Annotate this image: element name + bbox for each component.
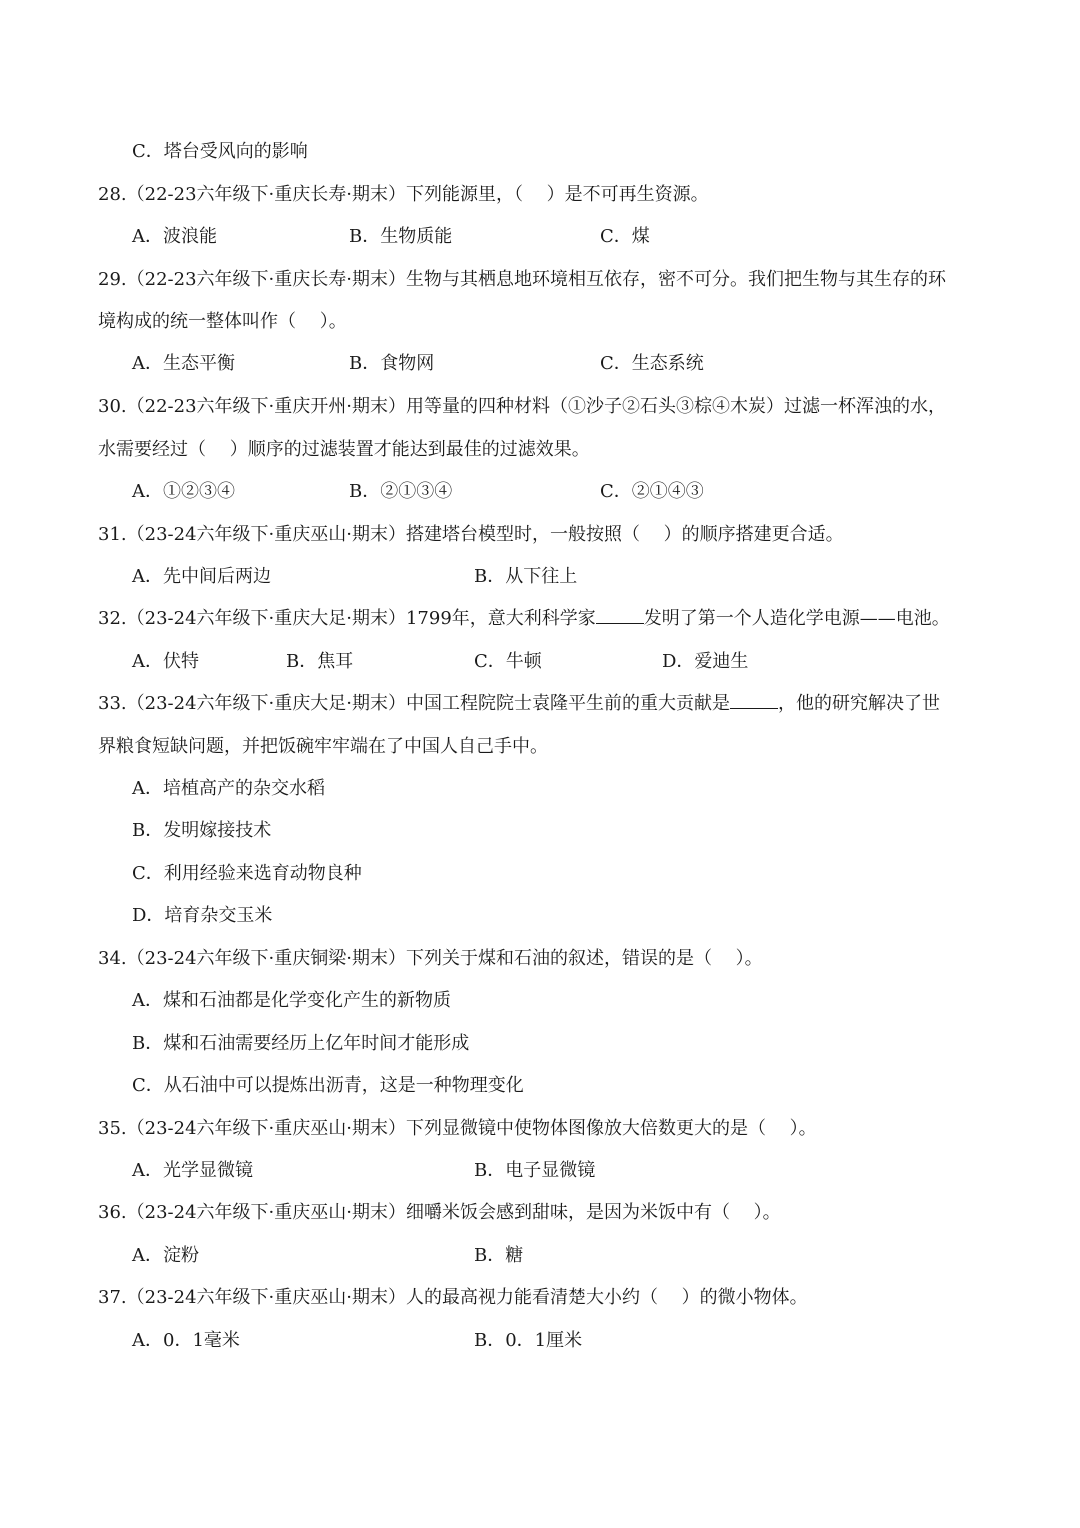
option-c: C．牛顿 [474,651,542,672]
stem-after-blank: ，他的研究解决了世 [777,693,940,714]
option-b: B．发明嫁接技术 [132,820,272,841]
option-c: C．利用经验来选育动物良种 [132,863,362,884]
option-b: B．生物质能 [349,226,453,247]
question-29-stem-line1: 29.（22-23六年级下·重庆长寿·期末）生物与其栖息地环境相互依存，密不可分。我们把生物与其生存的环 [98,269,946,290]
option-a: A．伏特 [132,651,199,672]
question-29-stem-line2: 境构成的统一整体叫作（ ）。 [98,311,347,332]
stem-before-blank: 32.（23-24六年级下·重庆大足·期末）1799年，意大利科学家 [98,608,596,629]
option-d: D．培育杂交玉米 [132,905,273,926]
option-a: A．光学显微镜 [132,1160,253,1181]
option-a: A．淀粉 [132,1245,199,1266]
question-33-stem-line2: 界粮食短缺问题，并把饭碗牢牢端在了中国人自己手中。 [98,736,548,757]
option-a: A．0．1毫米 [132,1330,240,1351]
option-c: C．从石油中可以提炼出沥青，这是一种物理变化 [132,1075,524,1096]
option-c: C．生态系统 [600,353,704,374]
stem-after-blank: 发明了第一个人造化学电源——电池。 [643,608,950,629]
option-b: B．0．1厘米 [474,1330,583,1351]
option-a: A．煤和石油都是化学变化产生的新物质 [132,990,451,1011]
question-30-stem-line2: 水需要经过（ ）顺序的过滤装置才能达到最佳的过滤效果。 [98,439,590,460]
option-b: B．②①③④ [349,481,453,502]
question-36-stem: 36.（23-24六年级下·重庆巫山·期末）细嚼米饭会感到甜味，是因为米饭中有（ ）。 [98,1202,781,1223]
option-a: A．生态平衡 [132,353,235,374]
question-34-stem: 34.（23-24六年级下·重庆铜梁·期末）下列关于煤和石油的叙述，错误的是（ ）。 [98,948,763,969]
option-b: B．电子显微镜 [474,1160,596,1181]
option-a: A．培植高产的杂交水稻 [132,778,325,799]
option-d: D．爱迪生 [662,651,749,672]
option-text: C．塔台受风向的影响 [132,141,308,162]
option-a: A．①②③④ [132,481,235,502]
question-32-stem [98,605,950,633]
question-33-stem-line1 [98,690,940,718]
question-37-stem: 37.（23-24六年级下·重庆巫山·期末）人的最高视力能看清楚大小约（ ）的微小物体。 [98,1287,808,1308]
stem-before-blank: 33.（23-24六年级下·重庆大足·期末）中国工程院院士袁隆平生前的重大贡献是 [98,693,730,714]
option-b: B．食物网 [349,353,435,374]
option-b: B．焦耳 [286,651,354,672]
option-b: B．煤和石油需要经历上亿年时间才能形成 [132,1033,470,1054]
question-35-stem: 35.（23-24六年级下·重庆巫山·期末）下列显微镜中使物体图像放大倍数更大的是（ ）。 [98,1118,817,1139]
option-c: C．②①④③ [600,481,704,502]
answer-blank [596,605,644,624]
question-28-stem: 28.（22-23六年级下·重庆长寿·期末）下列能源里，（ ）是不可再生资源。 [98,184,709,205]
question-31-stem: 31.（23-24六年级下·重庆巫山·期末）搭建塔台模型时，一般按照（ ）的顺序搭建更合适。 [98,524,844,545]
option-a: A．先中间后两边 [132,566,271,587]
option-c: C．煤 [600,226,650,247]
option-b: B．从下往上 [474,566,578,587]
answer-blank [730,690,778,709]
question-30-stem-line1: 30.（22-23六年级下·重庆开州·期末）用等量的四种材料（①沙子②石头③棕④木炭）过滤一杯浑浊的水， [98,396,946,417]
option-b: B．糖 [474,1245,524,1266]
option-a: A．波浪能 [132,226,217,247]
